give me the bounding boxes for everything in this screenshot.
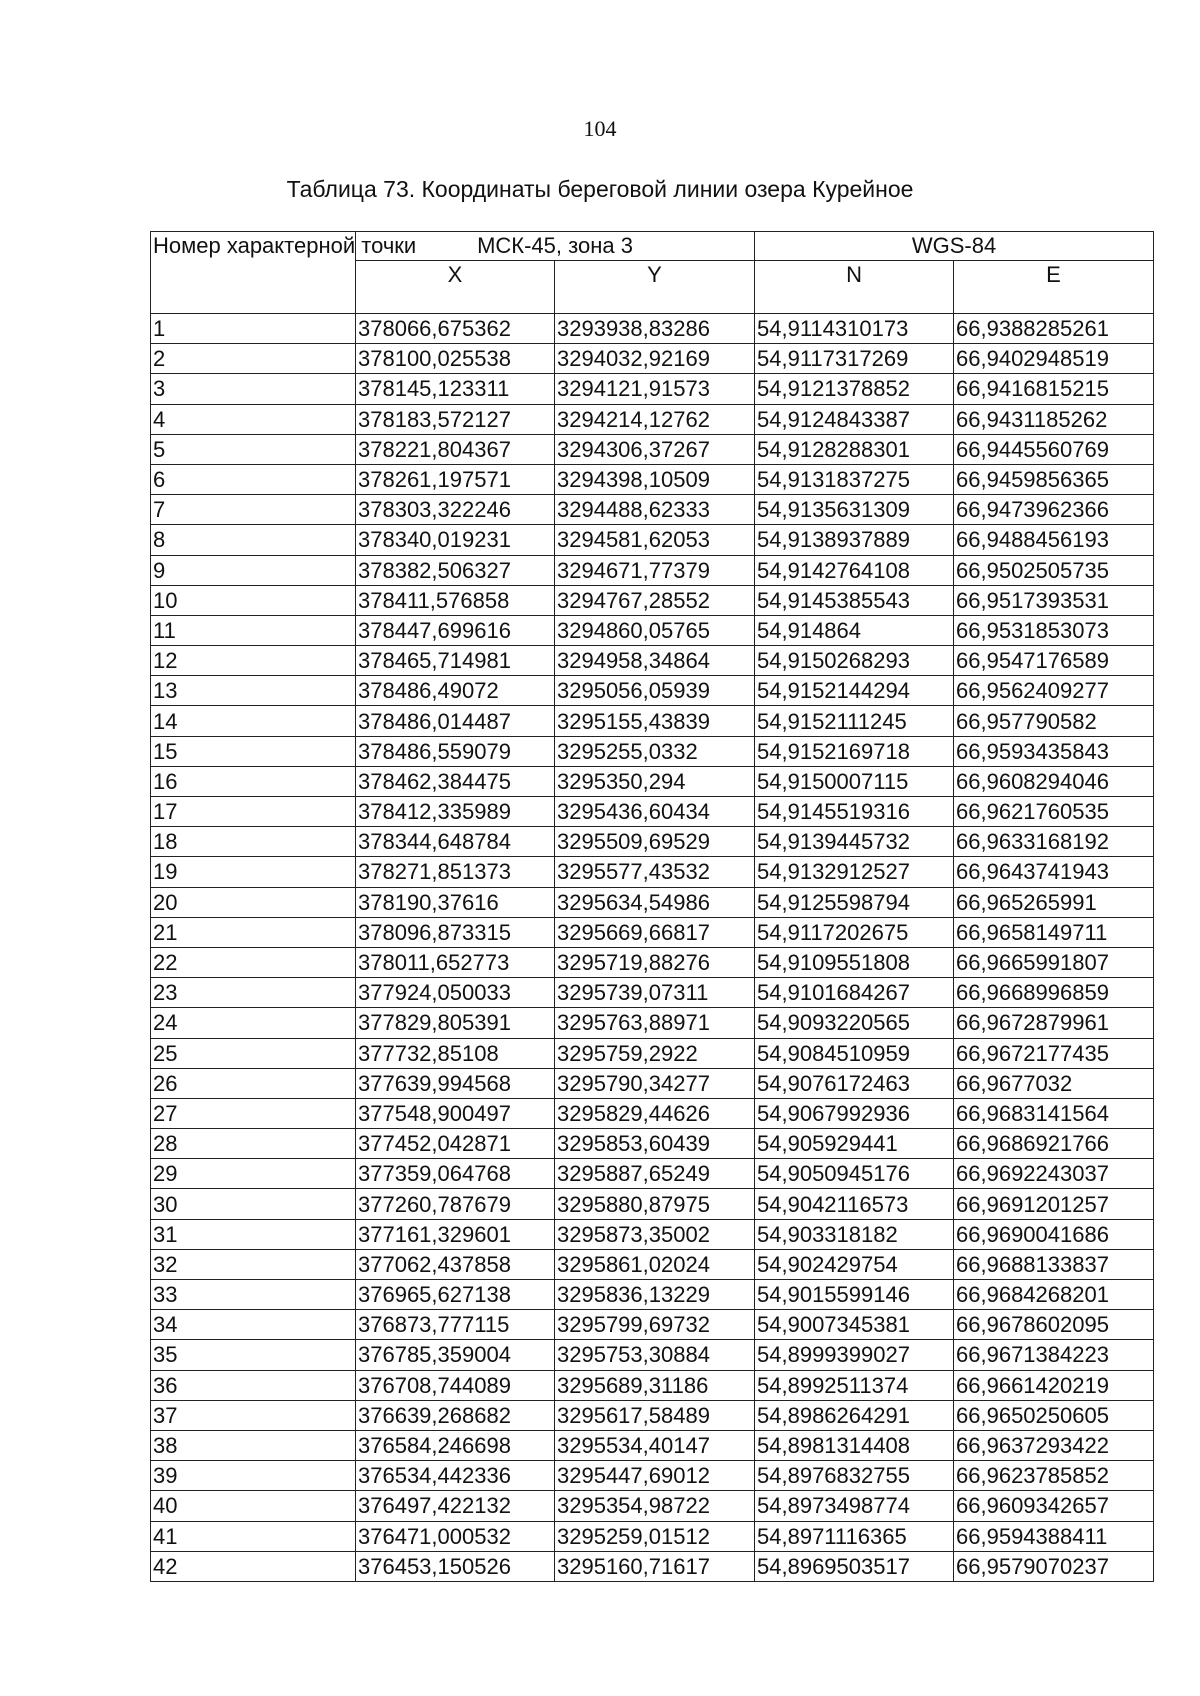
table-row — [151, 766, 1154, 796]
cell-y: 3295853,60439 — [555, 1129, 755, 1159]
table-row — [151, 314, 1154, 344]
cell-y: 3295719,88276 — [555, 947, 755, 977]
cell-point-number: 15 — [151, 736, 356, 766]
cell-e: 66,9692243037 — [954, 1159, 1154, 1189]
cell-y: 3294214,12762 — [555, 404, 755, 434]
cell-n: 54,9007345381 — [755, 1310, 954, 1340]
cell-e: 66,9593435843 — [954, 736, 1154, 766]
table-row — [151, 1491, 1154, 1521]
cell-e: 66,9609342657 — [954, 1491, 1154, 1521]
cell-e: 66,9678602095 — [954, 1310, 1154, 1340]
cell-x: 378066,675362 — [356, 314, 555, 344]
cell-x: 378486,559079 — [356, 736, 555, 766]
cell-n: 54,9152111245 — [755, 706, 954, 736]
table-row — [151, 1521, 1154, 1551]
cell-point-number: 31 — [151, 1219, 356, 1249]
cell-e: 66,9665991807 — [954, 947, 1154, 977]
cell-e: 66,9531853073 — [954, 615, 1154, 645]
cell-point-number: 20 — [151, 887, 356, 917]
header-wgs84: WGS-84 — [755, 232, 1154, 261]
cell-y: 3295829,44626 — [555, 1098, 755, 1128]
table-row — [151, 344, 1154, 374]
cell-x: 376965,627138 — [356, 1280, 555, 1310]
cell-n: 54,9125598794 — [755, 887, 954, 917]
table-row — [151, 1551, 1154, 1581]
cell-point-number: 17 — [151, 797, 356, 827]
cell-e: 66,9459856365 — [954, 464, 1154, 494]
cell-y: 3295790,34277 — [555, 1068, 755, 1098]
cell-n: 54,9142764108 — [755, 555, 954, 585]
cell-n: 54,9117202675 — [755, 917, 954, 947]
table-body — [151, 314, 1154, 1582]
table-row — [151, 1249, 1154, 1279]
cell-e: 66,9677032 — [954, 1068, 1154, 1098]
cell-x: 378303,322246 — [356, 495, 555, 525]
table-row — [151, 525, 1154, 555]
cell-point-number: 18 — [151, 827, 356, 857]
table-title: Таблица 73. Координаты береговой линии озера Курейное — [286, 176, 914, 202]
cell-y: 3293938,83286 — [555, 314, 755, 344]
cell-x: 378411,576858 — [356, 585, 555, 615]
cell-point-number: 37 — [151, 1400, 356, 1430]
cell-point-number: 1 — [151, 314, 356, 344]
cell-n: 54,9093220565 — [755, 1008, 954, 1038]
cell-e: 66,965265991 — [954, 887, 1154, 917]
table-row — [151, 1038, 1154, 1068]
cell-point-number: 42 — [151, 1551, 356, 1581]
coordinates-table — [150, 231, 1154, 1582]
cell-point-number: 13 — [151, 676, 356, 706]
cell-x: 376584,246698 — [356, 1430, 555, 1460]
cell-n: 54,9076172463 — [755, 1068, 954, 1098]
cell-x: 378221,804367 — [356, 434, 555, 464]
cell-point-number: 3 — [151, 374, 356, 404]
table-row — [151, 1159, 1154, 1189]
cell-point-number: 29 — [151, 1159, 356, 1189]
cell-x: 378011,652773 — [356, 947, 555, 977]
table-row — [151, 1219, 1154, 1249]
cell-y: 3295509,69529 — [555, 827, 755, 857]
cell-x: 378261,197571 — [356, 464, 555, 494]
cell-point-number: 10 — [151, 585, 356, 615]
table-row — [151, 585, 1154, 615]
cell-y: 3294306,37267 — [555, 434, 755, 464]
cell-n: 54,9121378852 — [755, 374, 954, 404]
cell-e: 66,9416815215 — [954, 374, 1154, 404]
cell-x: 376534,442336 — [356, 1461, 555, 1491]
cell-point-number: 16 — [151, 766, 356, 796]
cell-e: 66,9643741943 — [954, 857, 1154, 887]
cell-e: 66,957790582 — [954, 706, 1154, 736]
table-row — [151, 615, 1154, 645]
cell-e: 66,9688133837 — [954, 1249, 1154, 1279]
cell-point-number: 12 — [151, 646, 356, 676]
cell-y: 3295155,43839 — [555, 706, 755, 736]
cell-x: 377062,437858 — [356, 1249, 555, 1279]
table-row — [151, 1129, 1154, 1159]
header-y: Y — [555, 261, 755, 314]
cell-e: 66,9661420219 — [954, 1370, 1154, 1400]
table-row — [151, 736, 1154, 766]
cell-n: 54,9145385543 — [755, 585, 954, 615]
cell-x: 377359,064768 — [356, 1159, 555, 1189]
cell-y: 3295873,35002 — [555, 1219, 755, 1249]
cell-n: 54,9128288301 — [755, 434, 954, 464]
table-row — [151, 1189, 1154, 1219]
cell-y: 3295634,54986 — [555, 887, 755, 917]
cell-x: 377924,050033 — [356, 978, 555, 1008]
cell-x: 376471,000532 — [356, 1521, 555, 1551]
cell-x: 378462,384475 — [356, 766, 555, 796]
table-row — [151, 917, 1154, 947]
cell-n: 54,9138937889 — [755, 525, 954, 555]
cell-x: 378344,648784 — [356, 827, 555, 857]
cell-x: 376639,268682 — [356, 1400, 555, 1430]
cell-point-number: 32 — [151, 1249, 356, 1279]
cell-x: 376708,744089 — [356, 1370, 555, 1400]
cell-x: 378486,49072 — [356, 676, 555, 706]
cell-x: 378096,873315 — [356, 917, 555, 947]
cell-point-number: 19 — [151, 857, 356, 887]
cell-n: 54,9124843387 — [755, 404, 954, 434]
cell-point-number: 39 — [151, 1461, 356, 1491]
cell-y: 3295669,66817 — [555, 917, 755, 947]
cell-y: 3294958,34864 — [555, 646, 755, 676]
cell-n: 54,9150007115 — [755, 766, 954, 796]
cell-n: 54,903318182 — [755, 1219, 954, 1249]
cell-y: 3295354,98722 — [555, 1491, 755, 1521]
cell-point-number: 23 — [151, 978, 356, 1008]
cell-e: 66,9684268201 — [954, 1280, 1154, 1310]
cell-y: 3295617,58489 — [555, 1400, 755, 1430]
cell-point-number: 41 — [151, 1521, 356, 1551]
cell-y: 3295836,13229 — [555, 1280, 755, 1310]
cell-y: 3295799,69732 — [555, 1310, 755, 1340]
cell-x: 378382,506327 — [356, 555, 555, 585]
cell-e: 66,9517393531 — [954, 585, 1154, 615]
header-n: N — [755, 261, 954, 314]
table-row — [151, 464, 1154, 494]
cell-x: 377732,85108 — [356, 1038, 555, 1068]
cell-y: 3295887,65249 — [555, 1159, 755, 1189]
table-header — [151, 232, 1154, 314]
cell-e: 66,9650250605 — [954, 1400, 1154, 1430]
cell-x: 376453,150526 — [356, 1551, 555, 1581]
cell-n: 54,9015599146 — [755, 1280, 954, 1310]
cell-point-number: 25 — [151, 1038, 356, 1068]
cell-x: 378100,025538 — [356, 344, 555, 374]
cell-point-number: 5 — [151, 434, 356, 464]
cell-n: 54,9067992936 — [755, 1098, 954, 1128]
cell-e: 66,9579070237 — [954, 1551, 1154, 1581]
table-row — [151, 1068, 1154, 1098]
cell-e: 66,9637293422 — [954, 1430, 1154, 1460]
cell-y: 3295436,60434 — [555, 797, 755, 827]
cell-x: 377452,042871 — [356, 1129, 555, 1159]
page-number: 104 — [583, 116, 617, 141]
cell-e: 66,9608294046 — [954, 766, 1154, 796]
cell-y: 3295759,2922 — [555, 1038, 755, 1068]
cell-n: 54,8999399027 — [755, 1340, 954, 1370]
cell-point-number: 35 — [151, 1340, 356, 1370]
cell-x: 376785,359004 — [356, 1340, 555, 1370]
cell-point-number: 34 — [151, 1310, 356, 1340]
cell-point-number: 27 — [151, 1098, 356, 1128]
cell-e: 66,9547176589 — [954, 646, 1154, 676]
cell-point-number: 38 — [151, 1430, 356, 1460]
cell-e: 66,9683141564 — [954, 1098, 1154, 1128]
cell-point-number: 2 — [151, 344, 356, 374]
cell-e: 66,9388285261 — [954, 314, 1154, 344]
cell-y: 3294671,77379 — [555, 555, 755, 585]
cell-n: 54,9152144294 — [755, 676, 954, 706]
cell-point-number: 8 — [151, 525, 356, 555]
cell-n: 54,9050945176 — [755, 1159, 954, 1189]
cell-n: 54,8992511374 — [755, 1370, 954, 1400]
cell-n: 54,9132912527 — [755, 857, 954, 887]
table-row — [151, 374, 1154, 404]
table-row — [151, 1340, 1154, 1370]
table-row — [151, 797, 1154, 827]
cell-n: 54,8969503517 — [755, 1551, 954, 1581]
cell-e: 66,9594388411 — [954, 1521, 1154, 1551]
cell-y: 3295880,87975 — [555, 1189, 755, 1219]
table-row — [151, 1370, 1154, 1400]
cell-n: 54,9117317269 — [755, 344, 954, 374]
cell-e: 66,9672879961 — [954, 1008, 1154, 1038]
cell-point-number: 6 — [151, 464, 356, 494]
cell-x: 376873,777115 — [356, 1310, 555, 1340]
cell-x: 378145,123311 — [356, 374, 555, 404]
cell-n: 54,8971116365 — [755, 1521, 954, 1551]
cell-point-number: 28 — [151, 1129, 356, 1159]
cell-x: 377260,787679 — [356, 1189, 555, 1219]
cell-n: 54,9042116573 — [755, 1189, 954, 1219]
cell-n: 54,8973498774 — [755, 1491, 954, 1521]
cell-point-number: 33 — [151, 1280, 356, 1310]
cell-y: 3294488,62333 — [555, 495, 755, 525]
cell-n: 54,9084510959 — [755, 1038, 954, 1068]
cell-x: 378183,572127 — [356, 404, 555, 434]
cell-y: 3294767,28552 — [555, 585, 755, 615]
cell-e: 66,9672177435 — [954, 1038, 1154, 1068]
cell-x: 377639,994568 — [356, 1068, 555, 1098]
header-e: E — [954, 261, 1154, 314]
table-row — [151, 555, 1154, 585]
cell-point-number: 24 — [151, 1008, 356, 1038]
table-row — [151, 706, 1154, 736]
cell-point-number: 14 — [151, 706, 356, 736]
cell-n: 54,8986264291 — [755, 1400, 954, 1430]
cell-e: 66,9658149711 — [954, 917, 1154, 947]
table-row — [151, 434, 1154, 464]
cell-point-number: 7 — [151, 495, 356, 525]
cell-e: 66,9690041686 — [954, 1219, 1154, 1249]
header-msk45-zone3: МСК-45, зона 3 — [356, 232, 755, 261]
table-row — [151, 676, 1154, 706]
cell-point-number: 26 — [151, 1068, 356, 1098]
cell-e: 66,9431185262 — [954, 404, 1154, 434]
cell-y: 3295534,40147 — [555, 1430, 755, 1460]
cell-e: 66,9562409277 — [954, 676, 1154, 706]
cell-n: 54,902429754 — [755, 1249, 954, 1279]
table-row — [151, 887, 1154, 917]
cell-e: 66,9623785852 — [954, 1461, 1154, 1491]
cell-y: 3295259,01512 — [555, 1521, 755, 1551]
table-row — [151, 404, 1154, 434]
cell-n: 54,905929441 — [755, 1129, 954, 1159]
cell-y: 3294860,05765 — [555, 615, 755, 645]
cell-y: 3295447,69012 — [555, 1461, 755, 1491]
cell-point-number: 4 — [151, 404, 356, 434]
cell-x: 378412,335989 — [356, 797, 555, 827]
cell-y: 3295255,0332 — [555, 736, 755, 766]
cell-n: 54,8976832755 — [755, 1461, 954, 1491]
cell-e: 66,9502505735 — [954, 555, 1154, 585]
cell-y: 3295056,05939 — [555, 676, 755, 706]
cell-y: 3294121,91573 — [555, 374, 755, 404]
cell-x: 378340,019231 — [356, 525, 555, 555]
cell-n: 54,9135631309 — [755, 495, 954, 525]
table-row — [151, 1280, 1154, 1310]
cell-y: 3295861,02024 — [555, 1249, 755, 1279]
cell-x: 378190,37616 — [356, 887, 555, 917]
cell-e: 66,9445560769 — [954, 434, 1154, 464]
cell-n: 54,9139445732 — [755, 827, 954, 857]
cell-e: 66,9402948519 — [954, 344, 1154, 374]
cell-n: 54,9131837275 — [755, 464, 954, 494]
cell-point-number: 9 — [151, 555, 356, 585]
cell-n: 54,9152169718 — [755, 736, 954, 766]
cell-x: 377548,900497 — [356, 1098, 555, 1128]
cell-n: 54,9150268293 — [755, 646, 954, 676]
table-row — [151, 1461, 1154, 1491]
header-point-number: Номер характерной точки — [151, 232, 356, 314]
cell-x: 378465,714981 — [356, 646, 555, 676]
cell-n: 54,9109551808 — [755, 947, 954, 977]
table-row — [151, 1430, 1154, 1460]
cell-point-number: 40 — [151, 1491, 356, 1521]
cell-x: 378271,851373 — [356, 857, 555, 887]
cell-x: 377161,329601 — [356, 1219, 555, 1249]
cell-y: 3295689,31186 — [555, 1370, 755, 1400]
cell-n: 54,9114310173 — [755, 314, 954, 344]
cell-x: 376497,422132 — [356, 1491, 555, 1521]
cell-y: 3294398,10509 — [555, 464, 755, 494]
cell-point-number: 22 — [151, 947, 356, 977]
cell-y: 3295739,07311 — [555, 978, 755, 1008]
cell-e: 66,9668996859 — [954, 978, 1154, 1008]
cell-e: 66,9473962366 — [954, 495, 1154, 525]
cell-x: 377829,805391 — [356, 1008, 555, 1038]
table-row — [151, 827, 1154, 857]
cell-e: 66,9633168192 — [954, 827, 1154, 857]
cell-y: 3295160,71617 — [555, 1551, 755, 1581]
cell-n: 54,8981314408 — [755, 1430, 954, 1460]
cell-point-number: 36 — [151, 1370, 356, 1400]
cell-point-number: 30 — [151, 1189, 356, 1219]
cell-point-number: 11 — [151, 615, 356, 645]
cell-x: 378447,699616 — [356, 615, 555, 645]
table-row — [151, 1400, 1154, 1430]
cell-y: 3294032,92169 — [555, 344, 755, 374]
cell-y: 3295577,43532 — [555, 857, 755, 887]
cell-x: 378486,014487 — [356, 706, 555, 736]
cell-n: 54,9145519316 — [755, 797, 954, 827]
table-row — [151, 1310, 1154, 1340]
cell-n: 54,914864 — [755, 615, 954, 645]
cell-y: 3295350,294 — [555, 766, 755, 796]
table-row — [151, 947, 1154, 977]
cell-e: 66,9621760535 — [954, 797, 1154, 827]
cell-e: 66,9488456193 — [954, 525, 1154, 555]
cell-e: 66,9671384223 — [954, 1340, 1154, 1370]
table-row — [151, 646, 1154, 676]
table-row — [151, 1098, 1154, 1128]
table-row — [151, 978, 1154, 1008]
cell-point-number: 21 — [151, 917, 356, 947]
table-row — [151, 495, 1154, 525]
cell-y: 3295753,30884 — [555, 1340, 755, 1370]
table-row — [151, 1008, 1154, 1038]
header-x: X — [356, 261, 555, 314]
cell-e: 66,9691201257 — [954, 1189, 1154, 1219]
cell-n: 54,9101684267 — [755, 978, 954, 1008]
cell-y: 3294581,62053 — [555, 525, 755, 555]
cell-y: 3295763,88971 — [555, 1008, 755, 1038]
table-row — [151, 857, 1154, 887]
cell-e: 66,9686921766 — [954, 1129, 1154, 1159]
